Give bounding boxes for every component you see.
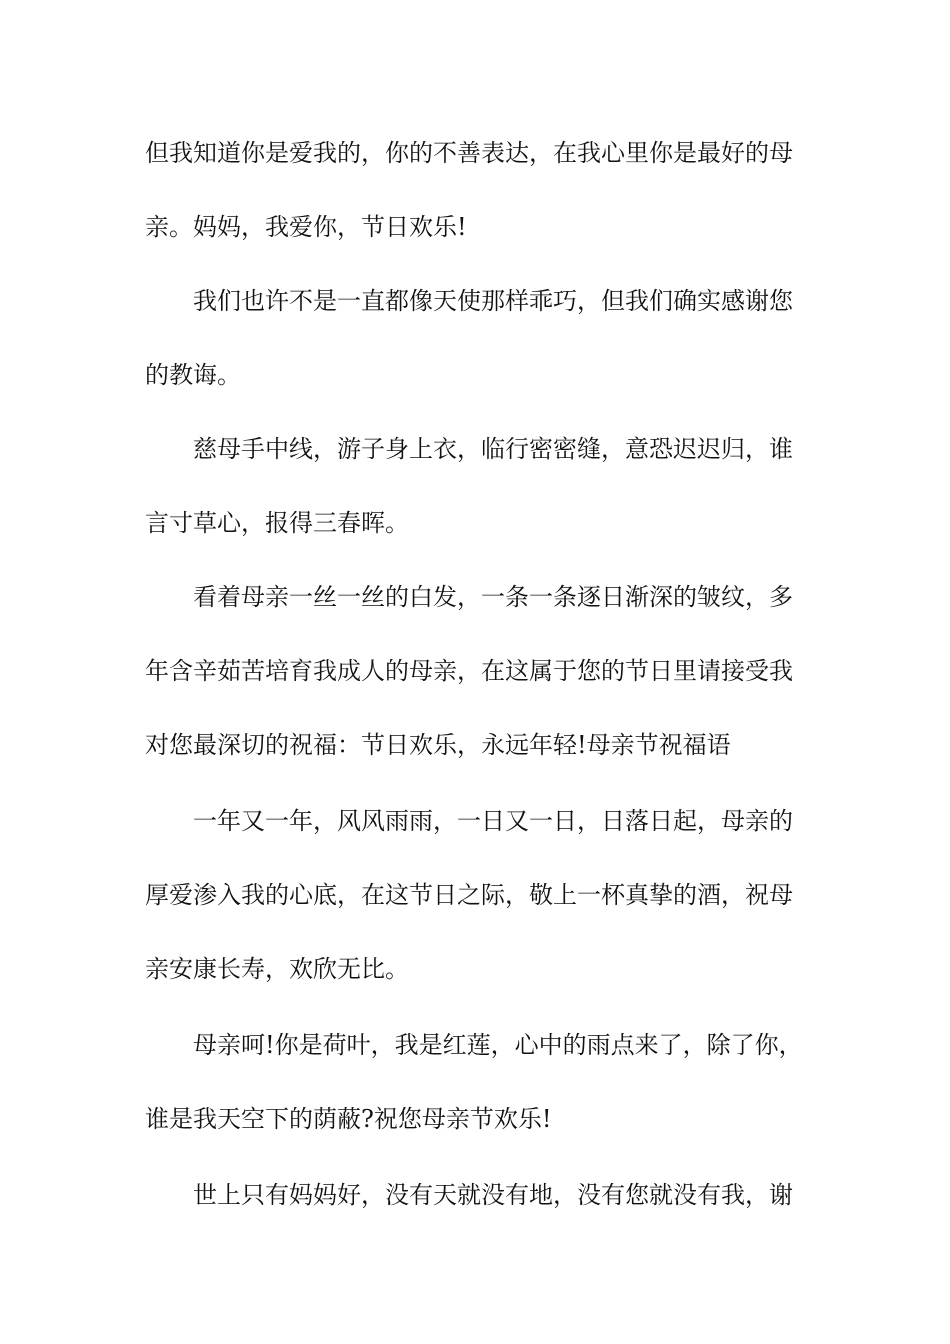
paragraph-first-line: 世上只有妈妈好，没有天就没有地，没有您就没有我，谢 <box>193 1181 793 1209</box>
text-line: 年含辛茹苦培育我成人的母亲，在这属于您的节日里请接受我 <box>145 657 793 685</box>
paragraph-first-line: 慈母手中线，游子身上衣，临行密密缝，意恐迟迟归，谁 <box>193 435 793 463</box>
paragraph-first-line: 我们也许不是一直都像天使那样乖巧，但我们确实感谢您 <box>193 287 793 315</box>
text-line: 亲。妈妈，我爱你，节日欢乐! <box>145 213 467 241</box>
paragraph-first-line: 一年又一年，风风雨雨，一日又一日，日落日起，母亲的 <box>193 807 793 835</box>
text-line: 的教诲。 <box>145 361 241 389</box>
text-line: 言寸草心，报得三春晖。 <box>145 509 409 537</box>
text-line: 亲安康长寿，欢欣无比。 <box>145 955 409 983</box>
paragraph-first-line: 看着母亲一丝一丝的白发，一条一条逐日渐深的皱纹，多 <box>193 583 793 611</box>
text-line: 厚爱渗入我的心底，在这节日之际，敬上一杯真挚的酒，祝母 <box>145 881 793 909</box>
text-line: 对您最深切的祝福：节日欢乐，永远年轻!母亲节祝福语 <box>145 731 731 759</box>
paragraph-first-line: 母亲呵!你是荷叶，我是红莲，心中的雨点来了，除了你， <box>193 1031 803 1059</box>
text-line: 但我知道你是爱我的，你的不善表达，在我心里你是最好的母 <box>145 139 793 167</box>
text-line: 谁是我天空下的荫蔽?祝您母亲节欢乐! <box>145 1105 552 1133</box>
